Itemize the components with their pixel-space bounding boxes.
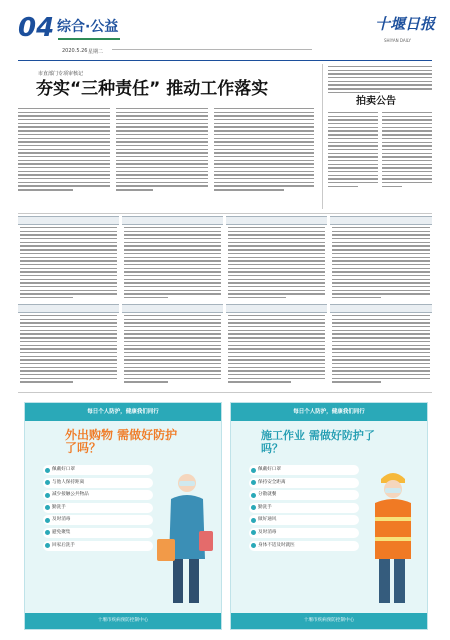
grid-notice-body-7 — [228, 315, 325, 385]
notice-title: 拍卖公告 — [356, 96, 396, 107]
grid-notice-title-4 — [330, 216, 432, 225]
grid-notice-title-6 — [122, 304, 223, 313]
article-kicker: 市直部门专项审核记 — [38, 71, 84, 77]
poster-checklist-item: 回家后洗手 — [43, 541, 153, 551]
article-body-col-3 — [214, 108, 314, 193]
right-column-text — [328, 66, 432, 96]
article-body-col-2 — [116, 108, 208, 193]
grid-notice-title-7 — [226, 304, 327, 313]
grid-notice-title-8 — [330, 304, 432, 313]
grid-notice-body-2 — [124, 227, 221, 301]
grid-notice-title-3 — [226, 216, 327, 225]
poster-checklist-item: 与他人保持距离 — [43, 478, 153, 488]
notice-body-right — [382, 112, 432, 189]
notice-body-left — [328, 112, 378, 189]
grid-notice-title-1 — [18, 216, 119, 225]
grid-bottom-rule — [18, 392, 432, 393]
notice-box — [326, 96, 434, 206]
worker-illustration — [363, 467, 421, 609]
poster-banner: 每日个人防护，健康我们同行 — [25, 403, 221, 421]
grid-notice-body-1 — [20, 227, 117, 301]
grid-notice-body-6 — [124, 315, 221, 385]
weekday: 星期二 — [88, 49, 104, 55]
section-name: 综合·公益 — [57, 19, 119, 35]
section-green-mark — [58, 38, 120, 40]
header-ticker — [112, 47, 312, 54]
brand-sub: SHIYAN DAILY — [384, 38, 411, 43]
poster-footer: 十堰市疾病预防控制中心 — [25, 613, 221, 629]
date-line: 2020.5.26 — [62, 48, 88, 54]
poster-checklist-item: 勤洗手 — [43, 503, 153, 513]
poster-checklist-item: 减少接触公共物品 — [43, 490, 153, 500]
grid-notice-body-5 — [20, 315, 117, 385]
poster-construction — [230, 402, 428, 630]
article-body-col-1 — [18, 108, 110, 193]
poster-checklist-item: 佩戴好口罩 — [43, 465, 153, 475]
brand-logo: 十堰日报 — [375, 15, 436, 33]
poster-checklist — [43, 465, 153, 553]
poster-checklist-item: 避免聚集 — [43, 528, 153, 538]
grid-notice-body-3 — [228, 227, 325, 301]
poster-footer: 十堰市疾病预防控制中心 — [231, 613, 427, 629]
poster-headline: 外出购物 需做好防护了吗？ — [65, 428, 178, 455]
poster-checklist-item: 佩戴好口罩 — [249, 465, 359, 475]
shopper-illustration — [157, 469, 215, 609]
poster-checklist-item: 做好通风 — [249, 515, 359, 525]
poster-checklist-item: 勤洗手 — [249, 503, 359, 513]
poster-checklist-item: 分散就餐 — [249, 490, 359, 500]
poster-checklist-item: 及时消毒 — [43, 515, 153, 525]
poster-checklist-item: 身体不适及时就医 — [249, 541, 359, 551]
notice-grid — [18, 216, 432, 390]
grid-top-rule — [18, 213, 432, 214]
grid-notice-body-8 — [332, 315, 430, 385]
grid-notice-title-5 — [18, 304, 119, 313]
poster-banner: 每日个人防护，健康我们同行 — [231, 403, 427, 421]
header-rule — [18, 60, 432, 61]
page-number: 04 — [18, 13, 55, 43]
poster-headline: 施工作业 需做好防护了吗？ — [261, 429, 375, 455]
main-article — [18, 62, 318, 212]
grid-notice-body-4 — [332, 227, 430, 301]
poster-checklist-item: 及时消毒 — [249, 528, 359, 538]
grid-notice-title-2 — [122, 216, 223, 225]
poster-checklist — [249, 465, 359, 553]
article-headline: 夯实“三种责任” 推动工作落实 — [36, 79, 269, 99]
poster-shopping — [24, 402, 222, 630]
column-divider — [322, 64, 323, 209]
poster-checklist-item: 保持安全距离 — [249, 478, 359, 488]
